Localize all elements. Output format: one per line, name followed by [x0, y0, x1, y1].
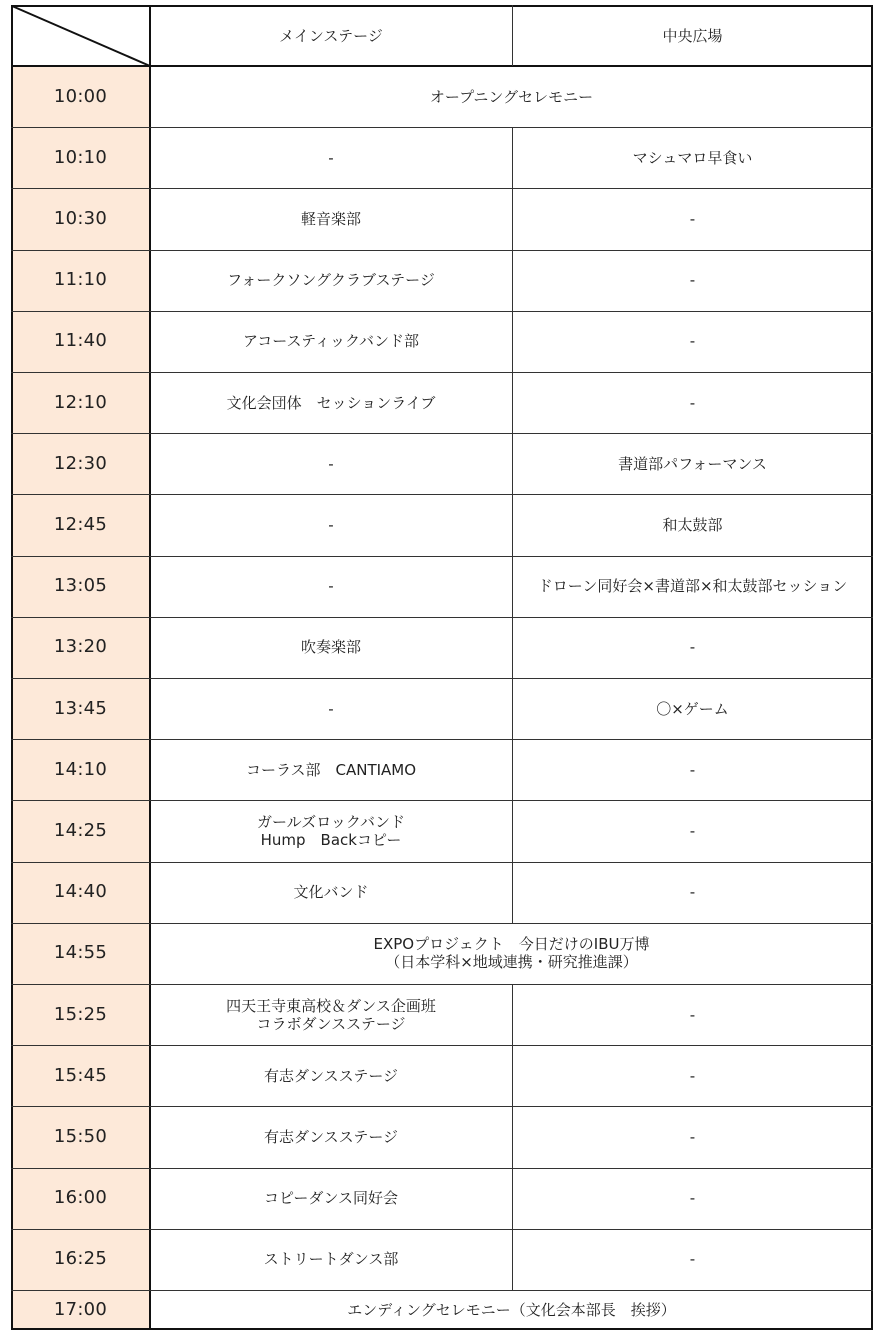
central-plaza-cell: 和太鼓部	[662, 515, 723, 534]
table-row	[11, 556, 873, 617]
main-stage-cell: 有志ダンスステージ	[263, 1066, 399, 1085]
table-row	[11, 127, 873, 188]
row-divider	[11, 1229, 873, 1230]
main-stage-cell: 吹奏楽部	[300, 638, 361, 657]
row-divider	[11, 1045, 873, 1046]
time-cell: 13:45	[11, 678, 150, 739]
row-divider	[11, 800, 873, 801]
column-divider	[512, 1045, 513, 1106]
column-divider	[512, 556, 513, 617]
table-row	[11, 739, 873, 800]
main-stage-cell: -	[328, 515, 334, 534]
table-row	[11, 372, 873, 433]
time-cell: 10:10	[11, 127, 150, 188]
column-divider	[512, 862, 513, 923]
header-central-plaza: 中央広場	[662, 26, 723, 45]
central-plaza-cell: -	[689, 1250, 696, 1269]
column-divider	[512, 250, 513, 311]
merged-event-cell: EXPOプロジェクト 今日だけのIBU万博 （日本学科×地域連携・研究推進課）	[373, 935, 650, 972]
merged-event-cell: オープニングセレモニー	[429, 87, 594, 106]
main-stage-cell: フォークソングクラブステージ	[227, 271, 435, 290]
time-cell: 14:55	[11, 923, 150, 984]
column-divider	[512, 433, 513, 494]
row-divider	[11, 250, 873, 251]
central-plaza-cell: -	[689, 271, 696, 290]
main-stage-cell: -	[328, 577, 334, 596]
time-cell: 10:00	[11, 66, 150, 127]
table-row	[11, 1290, 873, 1330]
central-plaza-cell: -	[689, 638, 696, 657]
column-divider	[512, 739, 513, 800]
row-divider	[11, 372, 873, 373]
time-cell: 15:50	[11, 1106, 150, 1167]
central-plaza-cell: 〇×ゲーム	[656, 699, 729, 718]
main-stage-cell: -	[328, 148, 334, 167]
time-cell: 10:30	[11, 188, 150, 249]
time-cell: 16:00	[11, 1168, 150, 1229]
column-divider	[512, 494, 513, 555]
column-divider	[512, 984, 513, 1045]
time-cell: 15:25	[11, 984, 150, 1045]
time-cell: 14:40	[11, 862, 150, 923]
corner-diagonal	[11, 5, 150, 66]
time-cell: 13:05	[11, 556, 150, 617]
column-divider	[512, 1168, 513, 1229]
main-stage-cell: 文化会団体 セッションライブ	[226, 393, 436, 412]
column-divider	[512, 311, 513, 372]
time-cell: 12:45	[11, 494, 150, 555]
time-cell: 14:10	[11, 739, 150, 800]
row-divider	[11, 556, 873, 557]
table-border-left	[11, 5, 13, 1330]
time-cell: 11:10	[11, 250, 150, 311]
row-divider	[11, 923, 873, 924]
table-border-top	[11, 5, 873, 7]
column-divider	[512, 800, 513, 861]
central-plaza-cell: -	[689, 332, 696, 351]
time-cell: 11:40	[11, 311, 150, 372]
table-row	[11, 800, 873, 861]
time-cell: 16:25	[11, 1229, 150, 1290]
central-plaza-cell: -	[689, 393, 696, 412]
time-cell: 17:00	[11, 1290, 150, 1330]
table-border-right	[871, 5, 873, 1330]
main-stage-cell: 有志ダンスステージ	[263, 1127, 399, 1146]
time-cell: 12:10	[11, 372, 150, 433]
column-divider	[512, 127, 513, 188]
central-plaza-cell: -	[689, 821, 696, 840]
table-row	[11, 1045, 873, 1106]
header-divider	[11, 65, 873, 67]
row-divider	[11, 617, 873, 618]
table-row	[11, 1229, 873, 1290]
time-cell: 12:30	[11, 433, 150, 494]
column-divider	[512, 372, 513, 433]
column-divider	[512, 617, 513, 678]
central-plaza-cell: マシュマロ早食い	[632, 148, 753, 167]
table-row	[11, 678, 873, 739]
central-plaza-cell: -	[689, 760, 696, 779]
main-stage-cell: ガールズロックバンド Hump Backコピー	[256, 812, 406, 849]
time-cell: 14:25	[11, 800, 150, 861]
table-row	[11, 188, 873, 249]
central-plaza-cell: -	[689, 883, 696, 902]
row-divider	[11, 1290, 873, 1291]
table-row	[11, 617, 873, 678]
main-stage-cell: コーラス部 CANTIAMO	[245, 760, 417, 779]
central-plaza-cell: -	[689, 1005, 696, 1024]
central-plaza-cell: 書道部パフォーマンス	[618, 454, 767, 473]
column-divider	[512, 188, 513, 249]
main-stage-cell: ストリートダンス部	[263, 1250, 399, 1269]
main-stage-cell: 四天王寺東高校＆ダンス企画班 コラボダンスステージ	[226, 996, 436, 1033]
time-cell: 15:45	[11, 1045, 150, 1106]
row-divider	[11, 739, 873, 740]
table-border-bottom	[11, 1328, 873, 1330]
main-stage-cell: コピーダンス同好会	[263, 1189, 399, 1208]
column-divider	[512, 1229, 513, 1290]
row-divider	[11, 433, 873, 434]
table-row	[11, 494, 873, 555]
time-cell: 13:20	[11, 617, 150, 678]
main-stage-cell: 文化バンド	[293, 883, 369, 902]
row-divider	[11, 127, 873, 128]
table-row	[11, 984, 873, 1045]
row-divider	[11, 311, 873, 312]
row-divider	[11, 678, 873, 679]
table-row	[11, 66, 873, 127]
row-divider	[11, 984, 873, 985]
central-plaza-cell: -	[689, 1066, 696, 1085]
central-plaza-cell: -	[689, 1189, 696, 1208]
table-row	[11, 862, 873, 923]
schedule-table	[11, 5, 873, 1328]
column-divider	[512, 678, 513, 739]
row-divider	[11, 188, 873, 189]
header-column-divider	[512, 5, 513, 66]
table-row	[11, 1106, 873, 1167]
row-divider	[11, 1168, 873, 1169]
central-plaza-cell: ドローン同好会×書道部×和太鼓部セッション	[537, 577, 848, 596]
table-row	[11, 433, 873, 494]
central-plaza-cell: -	[689, 1127, 696, 1146]
row-divider	[11, 1106, 873, 1107]
table-row	[11, 311, 873, 372]
merged-event-cell: エンディングセレモニー（文化会本部長 挨拶）	[347, 1301, 676, 1319]
row-divider	[11, 494, 873, 495]
main-stage-cell: 軽音楽部	[300, 209, 361, 228]
main-stage-cell: アコースティックバンド部	[242, 332, 420, 351]
main-stage-cell: -	[328, 454, 334, 473]
table-row	[11, 250, 873, 311]
main-stage-cell: -	[328, 699, 334, 718]
row-divider	[11, 862, 873, 863]
header-main-stage: メインステージ	[279, 26, 383, 45]
time-column-divider	[149, 5, 151, 1330]
table-row	[11, 923, 873, 984]
column-divider	[512, 1106, 513, 1167]
central-plaza-cell: -	[689, 209, 696, 228]
table-row	[11, 1168, 873, 1229]
